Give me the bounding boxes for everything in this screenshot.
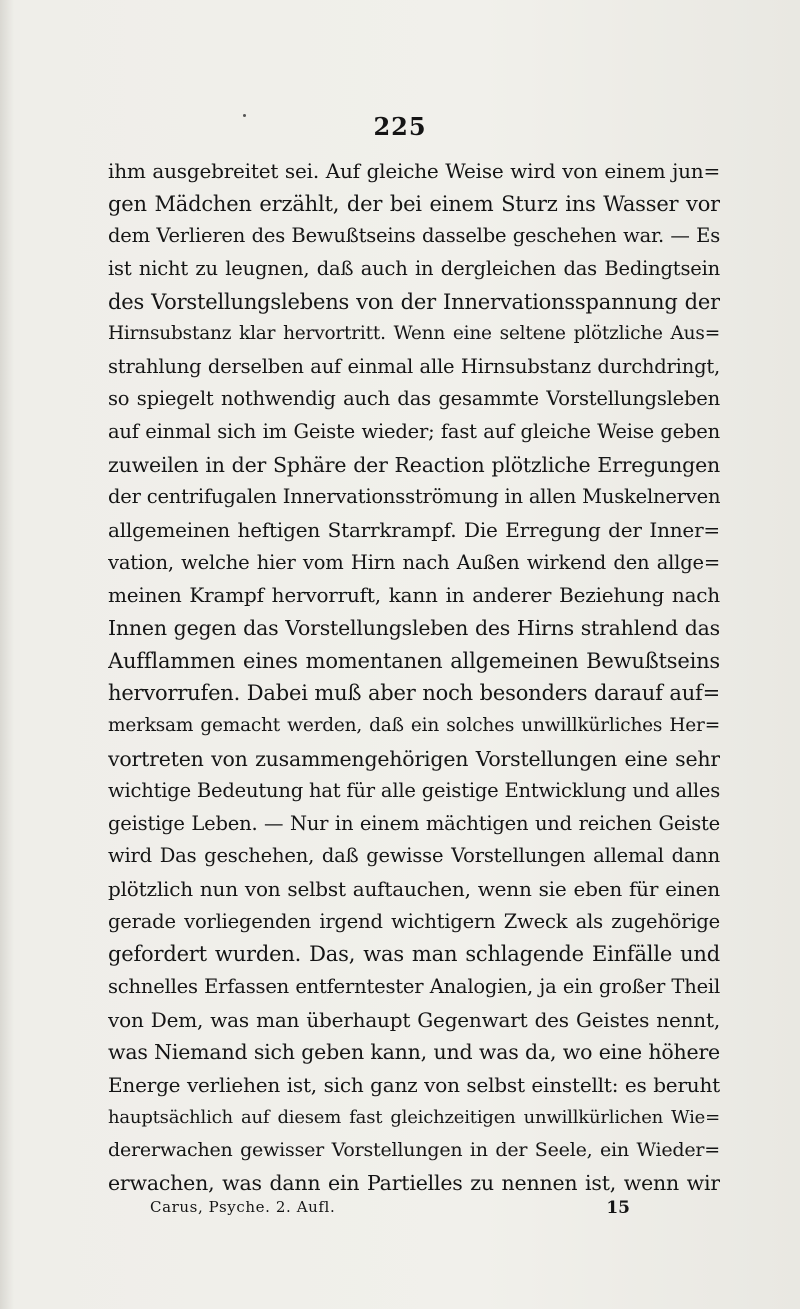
- text-line: wird Das geschehen, daß gewisse Vorstellungen allemal dann: [108, 844, 720, 868]
- text-line: Innen gegen das Vorstellungsleben des Hirns strahlend das: [108, 615, 720, 640]
- text-line: Hirnsubstanz klar hervortritt. Wenn eine seltene plötzliche Aus=: [108, 323, 720, 345]
- text-line: hervorrufen. Dabei muß aber noch besonders darauf auf=: [108, 681, 720, 706]
- text-line: vortreten von zusammengehörigen Vorstellungen eine sehr: [108, 746, 720, 771]
- text-line: Energe verliehen ist, sich ganz von selbst einstellt: es beruht: [108, 1072, 720, 1097]
- page-number: 225: [373, 112, 427, 141]
- printer-signature: Carus, Psyche. 2. Aufl.: [150, 1198, 336, 1216]
- text-line: wichtige Bedeutung hat für alle geistige Entwicklung und alles: [108, 779, 720, 803]
- sheet-number: 15: [606, 1198, 630, 1218]
- page-footer: [150, 1198, 630, 1226]
- text-line: zuweilen in der Sphäre der Reaction plötzliche Erregungen: [108, 452, 720, 477]
- text-line: schnelles Erfassen entferntester Analogien, ja ein großer Theil: [108, 975, 720, 999]
- text-line: gen Mädchen erzählt, der bei einem Sturz ins Wasser vor: [108, 191, 720, 216]
- text-line: plötzlich nun von selbst auftauchen, wenn sie eben für einen: [108, 877, 720, 902]
- text-line: ihm ausgebreitet sei. Auf gleiche Weise wird von einem jun=: [108, 159, 720, 183]
- text-line: geistige Leben. — Nur in einem mächtigen und reichen Geiste: [108, 811, 720, 835]
- text-line: der centrifugalen Innervationsströmung in allen Muskelnerven: [108, 485, 720, 509]
- body-text: [108, 155, 720, 1200]
- text-line: hauptsächlich auf diesem fast gleichzeitigen unwillkürlichen Wie=: [108, 1106, 720, 1128]
- text-line: von Dem, was man überhaupt Gegenwart des Geistes nennt,: [108, 1007, 720, 1032]
- text-line: ist nicht zu leugnen, daß auch in dergleichen das Bedingtsein: [108, 256, 720, 280]
- text-line: dem Verlieren des Bewußtseins dasselbe geschehen war. — Es: [108, 224, 720, 248]
- text-line: auf einmal sich im Geiste wieder; fast auf gleiche Weise geben: [108, 420, 720, 444]
- text-line: gerade vorliegenden irgend wichtigern Zweck als zugehörige: [108, 909, 720, 933]
- text-line: des Vorstellungslebens von der Innervationsspannung der: [108, 289, 720, 314]
- text-line: Aufflammen eines momentanen allgemeinen Bewußtseins: [108, 648, 720, 673]
- text-line: meinen Krampf hervorruft, kann in anderer Beziehung nach: [108, 583, 720, 608]
- text-line: vation, welche hier vom Hirn nach Außen wirkend den allge=: [108, 550, 720, 574]
- text-line: erwachen, was dann ein Partielles zu nennen ist, wenn wir: [108, 1170, 720, 1195]
- text-line: gefordert wurden. Das, was man schlagende Einfälle und: [108, 942, 720, 967]
- text-line: allgemeinen heftigen Starrkrampf. Die Erregung der Inner=: [108, 518, 720, 543]
- text-line: was Niemand sich geben kann, und was da, wo eine höhere: [108, 1040, 720, 1065]
- text-line: strahlung derselben auf einmal alle Hirnsubstanz durchdringt,: [108, 354, 720, 378]
- text-line: so spiegelt nothwendig auch das gesammte Vorstellungsleben: [108, 387, 720, 411]
- text-line: merksam gemacht werden, daß ein solches unwillkürliches Her=: [108, 714, 720, 736]
- text-line: dererwachen gewisser Vorstellungen in der Seele, ein Wieder=: [108, 1139, 720, 1162]
